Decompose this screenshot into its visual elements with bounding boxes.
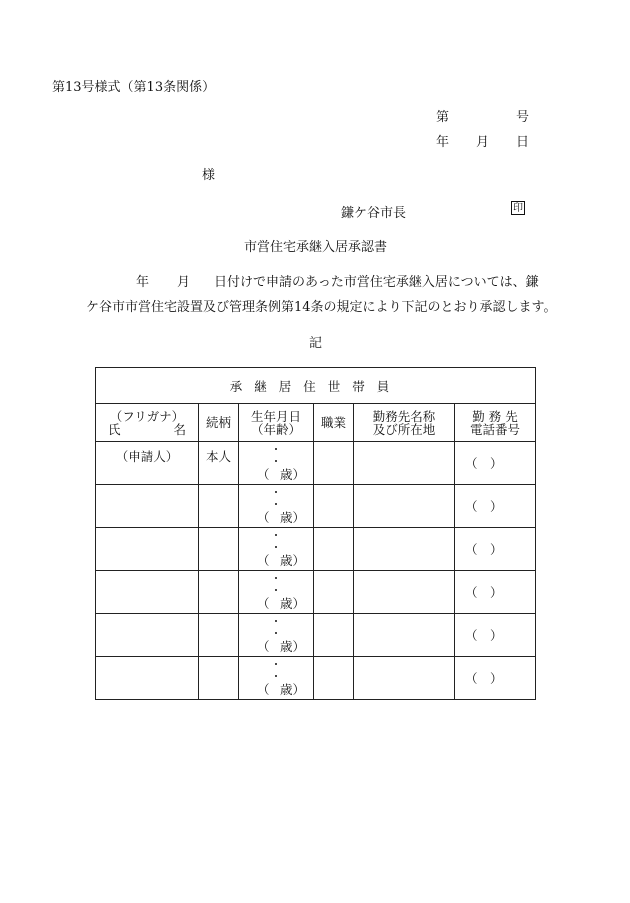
header-birth [239, 404, 314, 442]
table-row [96, 442, 536, 485]
table-row [96, 485, 536, 528]
birth-age-cell [239, 614, 314, 657]
birth-date-dots: ・ ・ [270, 615, 296, 640]
issuer-name: 鎌ケ谷市長 [341, 206, 407, 221]
header-relation: 続柄 [199, 404, 239, 442]
table-title: 承継居住世帯員 [96, 368, 536, 404]
table-row [96, 657, 536, 700]
birth-date-dots: ・ ・ [270, 658, 296, 683]
table-row [96, 528, 536, 571]
birth-age-cell [239, 571, 314, 614]
workplace-cell [354, 657, 455, 700]
job-cell [314, 528, 354, 571]
phone-cell: （ ） [455, 442, 536, 485]
age-open-paren: （ [257, 596, 270, 611]
job-cell [314, 485, 354, 528]
doc-number-suffix: 号 [516, 110, 530, 125]
household-members-table [95, 367, 536, 700]
age-open-paren: （ [257, 467, 270, 482]
ki-heading: 記 [309, 336, 323, 351]
header-shi: 氏 [108, 421, 121, 437]
age-close: 歳） [279, 510, 305, 525]
workplace-cell [354, 485, 455, 528]
header-mei: 名 [173, 421, 186, 437]
name-cell [96, 571, 199, 614]
relation-cell [199, 485, 239, 528]
table-row [96, 571, 536, 614]
birth-date-dots: ・ ・ [270, 443, 296, 468]
phone-cell: （ ） [455, 614, 536, 657]
relation-cell: 本人 [199, 442, 239, 485]
addressee-suffix: 様 [202, 168, 216, 183]
birth-age-cell [239, 485, 314, 528]
workplace-cell [354, 571, 455, 614]
table-row [96, 614, 536, 657]
workplace-cell [354, 614, 455, 657]
birth-date-dots: ・ ・ [270, 572, 296, 597]
age-close: 歳） [279, 596, 305, 611]
body-year-label: 年 [136, 275, 150, 290]
relation-cell [199, 528, 239, 571]
header-job: 職業 [314, 404, 354, 442]
age-open-paren: （ [257, 639, 270, 654]
phone-cell: （ ） [455, 571, 536, 614]
job-cell [314, 442, 354, 485]
name-cell [96, 657, 199, 700]
name-cell: （申請人） [96, 442, 199, 485]
header-phone-line1: 勤 務 先 [472, 408, 518, 424]
header-workplace [354, 404, 455, 442]
name-cell [96, 485, 199, 528]
header-workplace-name: 勤務先名称 [372, 408, 436, 424]
name-cell [96, 528, 199, 571]
job-cell [314, 571, 354, 614]
workplace-cell [354, 528, 455, 571]
birth-date-dots: ・ ・ [270, 486, 296, 511]
date-year-label: 年 [436, 135, 450, 150]
date-month-label: 月 [476, 135, 490, 150]
document-title: 市営住宅承継入居承認書 [244, 240, 388, 255]
birth-date-dots: ・ ・ [270, 529, 296, 554]
doc-number-prefix: 第 [436, 110, 450, 125]
age-close: 歳） [279, 553, 305, 568]
body-line-2: ケ谷市市営住宅設置及び管理条例第14条の規定により下記のとおり承認します。 [86, 300, 557, 315]
header-workplace-address: 及び所在地 [372, 421, 436, 437]
header-name [96, 404, 199, 442]
phone-cell: （ ） [455, 485, 536, 528]
workplace-cell [354, 442, 455, 485]
age-open-paren: （ [257, 510, 270, 525]
age-close: 歳） [279, 467, 305, 482]
header-phone-line2: 電話番号 [470, 421, 521, 437]
body-line-1 [136, 271, 539, 290]
header-birth-date: 生年月日 [250, 408, 301, 424]
birth-age-cell [239, 442, 314, 485]
job-cell [314, 614, 354, 657]
phone-cell: （ ） [455, 528, 536, 571]
header-phone [455, 404, 536, 442]
relation-cell [199, 571, 239, 614]
header-furigana: （フリガナ） [109, 408, 185, 424]
header-age: （年齢） [250, 421, 301, 437]
age-close: 歳） [279, 682, 305, 697]
relation-cell [199, 657, 239, 700]
job-cell [314, 657, 354, 700]
age-close: 歳） [279, 639, 305, 654]
birth-age-cell [239, 528, 314, 571]
age-open-paren: （ [257, 553, 270, 568]
form-number: 第13号様式（第13条関係） [52, 80, 216, 95]
name-cell [96, 614, 199, 657]
phone-cell: （ ） [455, 657, 536, 700]
age-open-paren: （ [257, 682, 270, 697]
birth-age-cell [239, 657, 314, 700]
body-month-label: 月 [177, 275, 191, 290]
relation-cell [199, 614, 239, 657]
date-day-label: 日 [516, 135, 530, 150]
body-line-1-text: 日付けで申請のあった市営住宅承継入居については、鎌 [214, 275, 539, 290]
seal-mark: 印 [513, 203, 523, 214]
